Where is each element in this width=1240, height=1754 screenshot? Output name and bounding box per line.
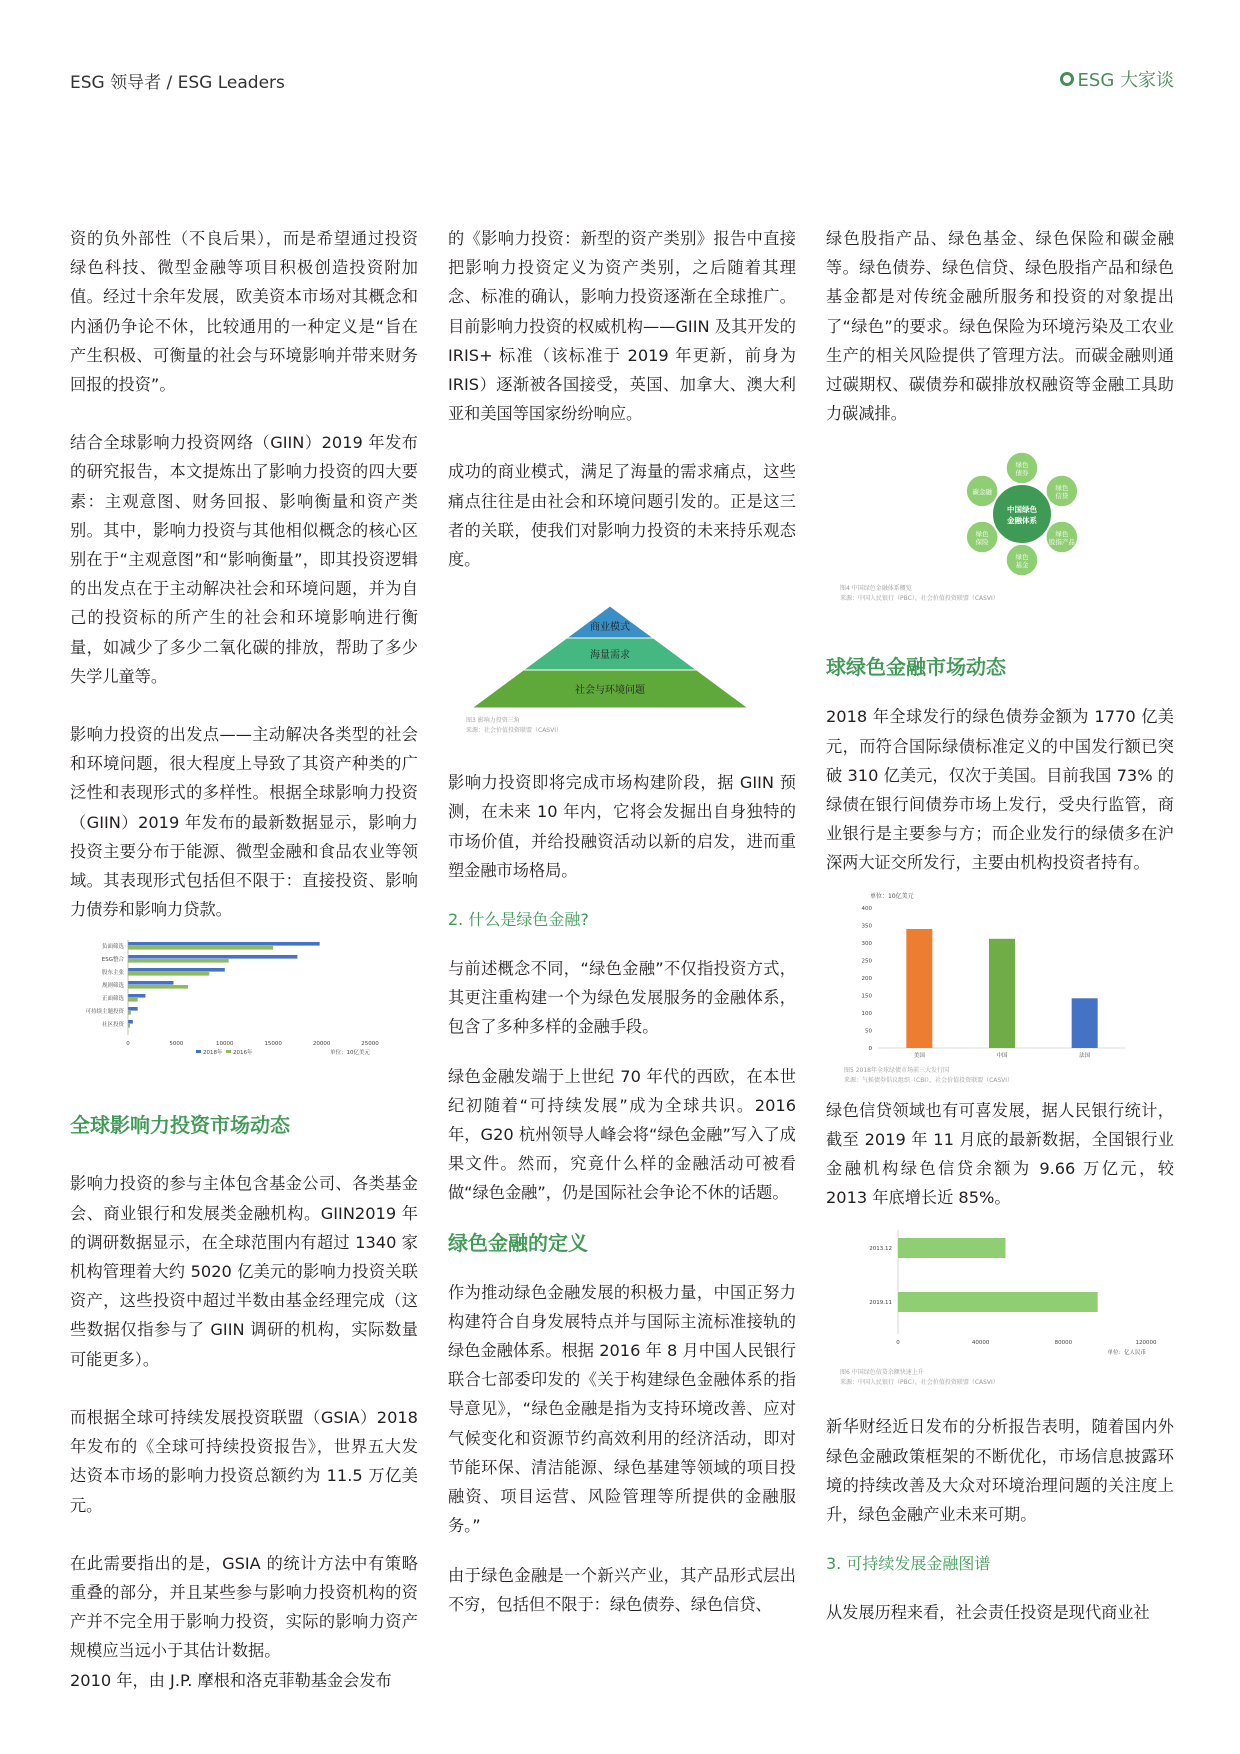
paragraph: 作为推动绿色金融发展的积极力量，中国正努力构建符合自身发展特点并与国际主流标准接轨的绿色金融体系。根据 2016 年 8 月中国人民银行联合七部委印发的《关于构建绿色金融体系的指导意见》，“绿色金融是指为支持环境改善、应对气候变化和资源节约高效利用的经济活动，即对节能环保、清洁能源、绿色基建等领域的项目投融资、项目运营、风险管理等所提供的金融服务。” — [448, 1282, 796, 1536]
category-label: 规则筛选 — [101, 983, 124, 990]
paragraph: 绿色金融发端于上世纪 70 年代的西欧，在本世纪初随着“可持续发展”成为全球共识。2016 年，G20 杭州领导人峰会将“绿色金融”写入了成果文件。然而，究竟什么样的金融活动可被看做“绿色金融”，仍是国际社会争论不休的话题。 — [448, 1066, 796, 1203]
bar — [898, 1292, 1098, 1312]
unit-label: 单位：亿人民币 — [1107, 1350, 1146, 1357]
category-label: 正面筛选 — [101, 996, 124, 1003]
figure-source: 来源：社会价值投资联盟（CASVI） — [466, 727, 562, 735]
figure-source: 来源：中国人民银行（PBC），社会价值投资联盟（CASVI） — [840, 595, 999, 603]
paragraph: 2018 年全球发行的绿色债券金额为 1770 亿美元，而符合国际绿债标准定义的中国发行额已突破 310 亿美元，仅次于美国。目前我国 73% 的绿债在银行间债券市场上发行，受央行监管，商业银行是主要参与方；而企业发行的绿债多在沪深两大证交所发行，主要由机构投资者持有。 — [826, 707, 1174, 873]
column-2 — [448, 224, 796, 1619]
node-label: 股指产品 — [1048, 538, 1075, 547]
node-label: 绿色 — [975, 530, 989, 539]
legend-swatch — [196, 1050, 201, 1053]
y-tick-label: 150 — [861, 993, 872, 1000]
bar-2018年 — [128, 1020, 133, 1024]
numbered-heading: 2. 什么是绿色金融? — [448, 910, 589, 930]
paragraph: 从发展历程来看，社会责任投资是现代商业社 — [826, 1603, 1150, 1623]
circle-logo-icon — [1060, 72, 1074, 86]
unit-label: 单位：10亿美元 — [330, 1050, 370, 1057]
figure-green-credit-chart — [826, 1222, 1174, 1412]
green-credit-bar-chart — [826, 1222, 1174, 1412]
node-label: 保险 — [975, 538, 989, 547]
section-heading: 全球影响力投资市场动态 — [70, 1113, 290, 1138]
x-tick-label: 40000 — [971, 1340, 990, 1347]
paragraph: 影响力投资的参与主体包含基金公司、各类基金会、商业银行和发展类金融机构。GIIN2019 年的调研数据显示，在全球范围内有超过 1340 家机构管理着大约 5020 亿美元的影响力投资关联资产，这些投资中超过半数由基金经理完成（这些数据仅指参与了 GIIN 调研的机构，实际数量可能更多）。 — [70, 1174, 418, 1369]
paragraph: 绿色股指产品、绿色基金、绿色保险和碳金融等。绿色债券、绿色信贷、绿色股指产品和绿色基金都是对传统金融所服务和投资的对象提出了“绿色”的要求。绿色保险为环境污染及工农业生产的相关风险提供了管理方法。而碳金融则通过碳期权、碳债券和碳排放权融资等金融工具助力碳减排。 — [826, 229, 1174, 424]
y-tick-label: 400 — [861, 905, 872, 912]
node-label: 绿色 — [1055, 530, 1069, 539]
paragraph: 影响力投资的出发点——主动解决各类型的社会和环境问题，很大程度上导致了其资产种类的广泛性和表现形式的多样性。根据全球影响力投资（GIIN）2019 年发布的最新数据显示，影响力投资主要分布于能源、微型金融和食品农业等领域。其表现形式包括但不限于：直接投资、影响力债券和影响力贷款。 — [70, 725, 418, 920]
category-label: 股东主张 — [101, 970, 124, 977]
legend-swatch — [226, 1050, 231, 1053]
paragraph: 而根据全球可持续发展投资联盟（GSIA）2018 年发布的《全球可持续投资报告》，世界五大发达资本市场的影响力投资总额约为 11.5 万亿美元。 — [70, 1407, 418, 1515]
node-label: 绿色 — [1015, 553, 1029, 562]
bar-2018年 — [128, 981, 173, 985]
x-tick-label: 15000 — [264, 1041, 282, 1048]
paragraph: 与前述概念不同，“绿色金融”不仅指投资方式，其更注重构建一个为绿色发展服务的金融体系，包含了多种多样的金融手段。 — [448, 959, 796, 1037]
bar — [989, 938, 1015, 1047]
bar-2016年 — [128, 998, 138, 1002]
x-tick-label: 0 — [126, 1041, 130, 1048]
numbered-heading: 3. 可持续发展金融图谱 — [826, 1554, 991, 1574]
y-tick-label: 350 — [861, 923, 872, 930]
category-label: 法国 — [1079, 1052, 1091, 1059]
x-tick-label: 5000 — [169, 1041, 184, 1048]
bar-2018年 — [128, 994, 145, 998]
figure-caption: 图6 中国绿色信贷余额快速上升 — [840, 1369, 924, 1377]
figure-strategy-chart — [70, 936, 418, 1096]
figure-pyramid — [448, 598, 796, 768]
figure-green-bond-chart — [826, 886, 1174, 1096]
bar — [898, 1238, 1005, 1258]
section-heading: 球绿色金融市场动态 — [826, 655, 1006, 680]
column-1 — [70, 224, 418, 1695]
green-finance-diagram — [826, 442, 1174, 642]
bar-2018年 — [128, 968, 225, 972]
figure-source: 来源：中国人民银行（PBC），社会价值投资联盟（CASVI） — [840, 1379, 999, 1387]
column-3 — [826, 224, 1174, 1627]
paragraph: 由于绿色金融是一个新兴产业，其产品形式层出不穷，包括但不限于：绿色债券、绿色信贷、 — [448, 1565, 796, 1614]
node-label: 碳金融 — [972, 488, 992, 497]
impact-pyramid — [448, 598, 796, 768]
figure-green-system — [826, 442, 1174, 642]
x-tick-label: 120000 — [1135, 1340, 1157, 1347]
header-title: ESG 领导者 / ESG Leaders — [70, 73, 285, 93]
paragraph: 资的负外部性（不良后果），而是希望通过投资绿色科技、微型金融等项目积极创造投资附加值。经过十余年发展，欧美资本市场对其概念和内涵仍争论不休，比较通用的一种定义是“旨在产生积极、可衡量的社会与环境影响并带来财务回报的投资”。 — [70, 229, 418, 395]
green-bond-bar-chart — [826, 886, 1174, 1096]
y-tick-label: 300 — [861, 940, 872, 947]
x-tick-label: 10000 — [216, 1041, 234, 1048]
header-section-label: ESG 大家谈 — [1077, 70, 1174, 91]
node-label: 债券 — [1015, 469, 1029, 478]
bar-2018年 — [128, 1007, 138, 1011]
category-label: 2019.11 — [869, 1300, 892, 1307]
bar-2016年 — [128, 959, 229, 963]
paragraph: 在此需要指出的是，GSIA 的统计方法中有策略重叠的部分，并且某些参与影响力投资机构的资产并不完全用于影响力投资，实际的影响力资产规模应当远小于其估计数据。 — [70, 1553, 418, 1661]
center-label: 金融体系 — [1007, 516, 1037, 526]
x-tick-label: 0 — [896, 1340, 900, 1347]
figure-caption: 图5 2018年全球绿债市场前三大发行国 — [844, 1066, 949, 1074]
bar-2018年 — [128, 942, 320, 946]
bar-2016年 — [128, 985, 188, 989]
bar-2016年 — [128, 946, 273, 950]
pyramid-label: 社会与环境问题 — [575, 685, 645, 697]
bar-2016年 — [128, 972, 209, 976]
center-node — [992, 484, 1052, 544]
category-label: 美国 — [913, 1052, 925, 1059]
paragraph: 的《影响力投资：新型的资产类别》报告中直接把影响力投资定义为资产类别，之后随着其理念、标准的确认，影响力投资逐渐在全球推广。目前影响力投资的权威机构——GIIN 及其开发的 IRIS+ 标准（该标准于 2019 年更新，前身为 IRIS）逐渐被各国接受，英国、加拿大、澳大利亚和美国等国家纷纷响应。 — [448, 229, 796, 424]
x-tick-label: 20000 — [312, 1041, 331, 1048]
strategy-bar-chart — [70, 936, 418, 1096]
y-tick-label: 100 — [861, 1010, 872, 1017]
pyramid-label: 商业模式 — [590, 622, 630, 634]
bar — [906, 929, 932, 1048]
x-tick-label: 25000 — [361, 1041, 379, 1048]
legend-label: 2018年 — [203, 1050, 223, 1057]
figure-caption: 图4 中国绿色金融体系概览 — [840, 585, 912, 593]
paragraph: 成功的商业模式，满足了海量的需求痛点，这些痛点往往是由社会和环境问题引发的。正是这三者的关联，使我们对影响力投资的未来持乐观态度。 — [448, 462, 796, 570]
figure-caption: 图3 影响力投资三角 — [466, 717, 520, 725]
paragraph: 结合全球影响力投资网络（GIIN）2019 年发布的研究报告，本文提炼出了影响力投资的四大要素：主观意图、财务回报、影响衡量和资产类别。其中，影响力投资与其他相似概念的核心区别在于“主观意图”和“影响衡量”，即其投资逻辑的出发点在于主动解决社会和环境问题，并为自己的投资标的所产生的社会和环境影响进行衡量，如减少了多少二氧化碳的排放，帮助了多少失学儿童等。 — [70, 433, 418, 686]
category-label: 社区投资 — [101, 1022, 124, 1029]
section-heading: 绿色金融的定义 — [448, 1230, 588, 1255]
node-label: 基金 — [1015, 561, 1029, 570]
header-section — [1060, 66, 1174, 92]
legend-label: 2016年 — [233, 1050, 253, 1057]
paragraph: 新华财经近日发布的分析报告表明，随着国内外绿色金融政策框架的不断优化，市场信息披露环境的持续改善及大众对环境治理问题的关注度上升，绿色金融产业未来可期。 — [826, 1417, 1174, 1525]
paragraph: 绿色信贷领域也有可喜发展，据人民银行统计，截至 2019 年 11 月底的最新数据，全国银行业金融机构绿色信贷余额为 9.66 万亿元，较 2013 年底增长近 85%。 — [826, 1100, 1174, 1208]
bar-2016年 — [128, 1011, 131, 1015]
figure-source: 来源：气候债券倡议组织（CBI），社会价值投资联盟（CASVI） — [844, 1076, 1014, 1084]
y-tick-label: 0 — [868, 1045, 872, 1052]
paragraph: 2010 年，由 J.P. 摩根和洛克菲勒基金会发布 — [70, 1670, 392, 1690]
bar — [1072, 998, 1098, 1048]
bar-2018年 — [128, 955, 297, 959]
paragraph: 影响力投资即将完成市场构建阶段，据 GIIN 预测，在未来 10 年内，它将会发掘出自身独特的市场价值，并给投融资活动以新的启发，进而重塑金融市场格局。 — [448, 773, 796, 880]
pyramid-label: 海量需求 — [590, 650, 630, 662]
category-label: ESG整合 — [101, 957, 124, 964]
node-label: 绿色 — [1015, 461, 1029, 470]
unit-label: 单位：10亿美元 — [870, 892, 914, 900]
y-tick-label: 50 — [865, 1028, 872, 1035]
node-label: 信贷 — [1055, 492, 1069, 501]
x-tick-label: 80000 — [1054, 1340, 1073, 1347]
category-label: 2013.12 — [869, 1246, 892, 1253]
y-tick-label: 200 — [861, 975, 872, 982]
y-tick-label: 250 — [861, 958, 872, 965]
category-label: 可持续主题投资 — [85, 1009, 124, 1016]
node-label: 绿色 — [1055, 484, 1069, 493]
center-label: 中国绿色 — [1007, 505, 1037, 515]
category-label: 中国 — [996, 1052, 1008, 1059]
category-label: 负面筛选 — [101, 944, 124, 951]
